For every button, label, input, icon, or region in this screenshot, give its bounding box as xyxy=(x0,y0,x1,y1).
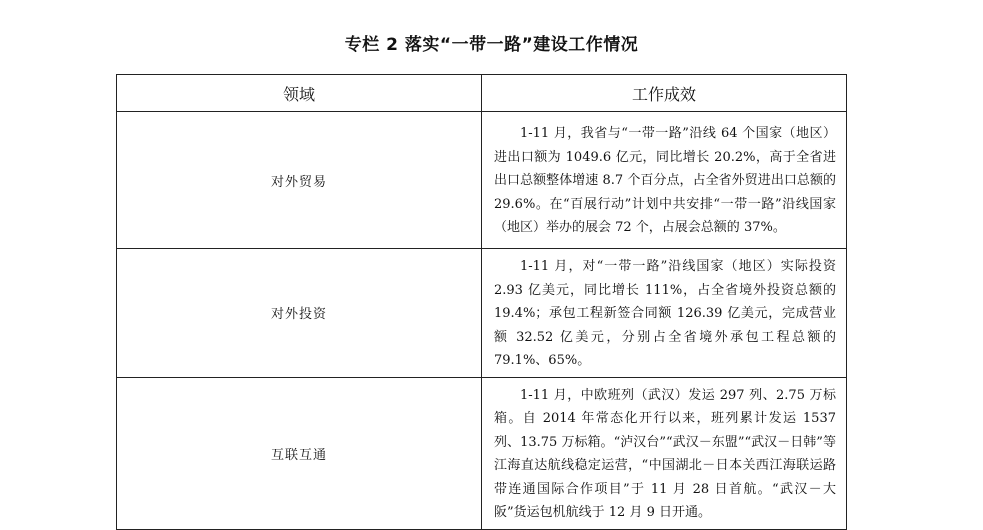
column-title: 专栏 2 落实“一带一路”建设工作情况 xyxy=(344,35,639,55)
row-field: 对外贸易 xyxy=(117,112,482,249)
row-field: 对外投资 xyxy=(117,249,482,378)
row-result: 1-11 月，对“一带一路”沿线国家（地区）实际投资 2.93 亿美元，同比增长 111%，占全省境外投资总额的 19.4%；承包工程新签合同额 126.39 亿美元，完成营业额 32.52 亿美元，分别占全省境外承包工程总额的 79.1%、65%。 xyxy=(482,249,847,378)
row-result: 1-11 月，我省与“一带一路”沿线 64 个国家（地区）进出口额为 1049.6 亿元，同比增长 20.2%，高于全省进出口总额整体增速 8.7 个百分点，占全省外贸进出口总额的 29.6%。在“百展行动”计划中共安排“一带一路”沿线国家（地区）举办的展会 72 个，占展会总额的 37%。 xyxy=(482,112,847,249)
row-result: 1-11 月，中欧班列（武汉）发运 297 列、2.75 万标箱。自 2014 年常态化开行以来，班列累计发运 1537 列、13.75 万标箱。“泸汉台”“武汉－东盟”“武汉－日韩”等江海直达航线稳定运营，“中国湖北－日本关西江海联运路带连通国际合作项目”于 11 月 28 日首航。“武汉－大阪”货运包机航线于 12 月 9 日开通。 xyxy=(482,377,847,529)
row-field: 互联互通 xyxy=(117,377,482,529)
header-result: 工作成效 xyxy=(482,75,847,112)
table-header-row xyxy=(117,75,847,112)
table-row xyxy=(117,249,847,378)
header-field: 领域 xyxy=(117,75,482,112)
table-row xyxy=(117,377,847,529)
work-results-table xyxy=(116,74,847,530)
table-row xyxy=(117,112,847,249)
